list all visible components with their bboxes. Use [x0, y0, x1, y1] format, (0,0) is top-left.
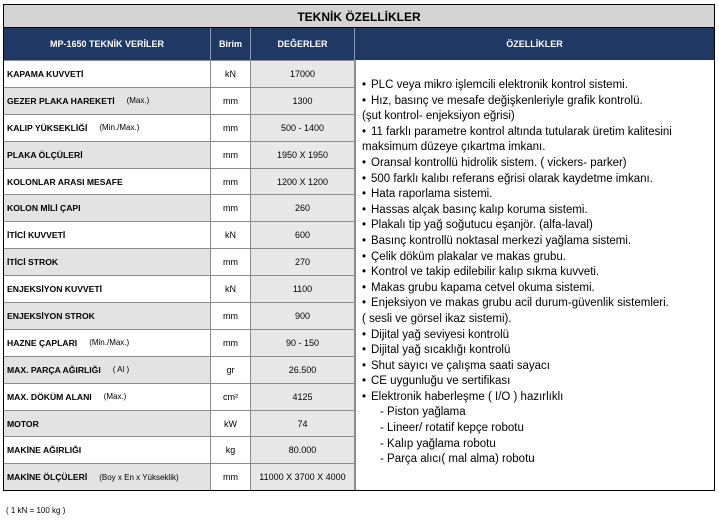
feature-item [362, 234, 710, 250]
spec-value: 1100 [251, 276, 355, 302]
spec-unit: mm [211, 88, 251, 114]
bullet-icon: • [362, 266, 367, 279]
spec-unit: kN [211, 61, 251, 87]
spec-unit: mm [211, 330, 251, 356]
feature-item [362, 296, 710, 312]
dash-icon: - [380, 422, 388, 435]
feature-item [362, 203, 710, 219]
spec-value: 11000 X 3700 X 4000 [251, 464, 355, 490]
unit-footnote: ( 1 kN = 100 kg ) [6, 506, 66, 515]
spec-value: 4125 [251, 384, 355, 410]
bullet-icon: • [362, 281, 367, 294]
spec-label-cell [4, 249, 211, 275]
table-row [4, 383, 355, 410]
table-row [4, 463, 355, 490]
bullet-icon: • [362, 390, 367, 403]
feature-item [362, 218, 710, 234]
spec-qualifier: (Min./Max.) [89, 338, 130, 348]
feature-item [362, 343, 710, 359]
spec-label-cell [4, 464, 211, 490]
spec-table [4, 28, 355, 490]
feature-text: Elektronik haberleşme ( I/O ) hazırlıklı [371, 390, 564, 403]
table-row [4, 221, 355, 248]
sheet-title: TEKNİK ÖZELLİKLER [3, 4, 715, 28]
bullet-icon: • [362, 297, 367, 310]
feature-item [362, 125, 710, 141]
spec-value: 17000 [251, 61, 355, 87]
feature-text: 11 farklı parametre kontrol altında tutularak üretim kalitesini [371, 125, 672, 138]
feature-item [362, 281, 710, 297]
spec-label: ENJEKSİYON STROK [7, 310, 95, 321]
spec-value: 26.500 [251, 357, 355, 383]
spec-label: GEZER PLAKA HAREKETİ [7, 95, 115, 106]
spec-unit: kN [211, 276, 251, 302]
bullet-icon: • [362, 125, 367, 138]
spec-label: KAPAMA KUVVETİ [7, 68, 84, 79]
table-row [4, 302, 355, 329]
spec-label-cell [4, 222, 211, 248]
table-row [4, 87, 355, 114]
spec-unit: mm [211, 195, 251, 221]
spec-label-cell [4, 169, 211, 195]
spec-qualifier: (Max.) [103, 392, 127, 402]
feature-text: Piston yağlama [387, 406, 466, 419]
spec-value: 1950 X 1950 [251, 142, 355, 168]
header-values: DEĞERLER [251, 28, 355, 60]
spec-qualifier: (Boy x En x Yükseklik) [99, 472, 179, 482]
bullet-icon: • [362, 375, 367, 388]
table-row [4, 436, 355, 463]
spec-value: 260 [251, 195, 355, 221]
feature-text: Shut sayıcı ve çalışma saati sayacı [371, 359, 550, 372]
header-technical-data: MP-1650 TEKNİK VERİLER [4, 28, 211, 60]
feature-text: ( sesli ve görsel ikaz sistemi). [362, 312, 512, 325]
feature-text: PLC veya mikro işlemcili elektronik kontrol sistemi. [371, 79, 628, 91]
spec-qualifier: ( Al ) [112, 365, 130, 375]
dash-icon: - [380, 406, 388, 419]
spec-label: KOLON MİLİ ÇAPI [7, 203, 81, 214]
spec-label: MOTOR [7, 418, 39, 429]
feature-text: Hız, basınç ve mesafe değişkenleriyle grafik kontrolü. [371, 94, 643, 107]
feature-continuation [362, 109, 710, 125]
feature-continuation [362, 140, 710, 156]
feature-subitem [362, 421, 710, 437]
feature-text: Lineer/ rotatif kepçe robotu [387, 422, 524, 435]
spec-unit: mm [211, 303, 251, 329]
spec-unit: kW [211, 411, 251, 437]
spec-value: 74 [251, 411, 355, 437]
feature-text: Enjeksiyon ve makas grubu acil durum-güvenlik sistemleri. [371, 297, 669, 310]
table-row [4, 410, 355, 437]
spec-unit: mm [211, 142, 251, 168]
spec-qualifier: (Max.) [126, 96, 150, 106]
table-row [4, 141, 355, 168]
table-row [4, 114, 355, 141]
feature-text: Çelik döküm plakalar ve makas grubu. [371, 250, 566, 263]
feature-item [362, 156, 710, 172]
spec-label-cell [4, 115, 211, 141]
spec-grid [3, 28, 715, 491]
bullet-icon: • [362, 250, 367, 263]
feature-continuation [362, 312, 710, 328]
header-unit: Birim [211, 28, 251, 60]
table-row [4, 168, 355, 195]
bullet-icon: • [362, 79, 367, 91]
bullet-icon: • [362, 344, 367, 357]
spec-label: HAZNE ÇAPLARI [7, 337, 78, 348]
feature-text: Dijital yağ sıcaklığı kontrolü [371, 344, 511, 357]
feature-item [362, 94, 710, 110]
bullet-icon: • [362, 234, 367, 247]
table-row [4, 329, 355, 356]
spec-label: MAX. DÖKÜM ALANI [7, 391, 92, 402]
feature-text: Plakalı tip yağ soğutucu eşanjör. (alfa-laval) [371, 219, 593, 232]
feature-text: Makas grubu kapama cetvel okuma sistemi. [371, 281, 595, 294]
feature-text: Oransal kontrollü hidrolik sistem. ( vickers- parker) [371, 156, 627, 169]
spec-value: 90 - 150 [251, 330, 355, 356]
spec-label: KALIP YÜKSEKLİĞİ [7, 122, 88, 133]
feature-text: (şut kontrol- enjeksiyon eğrisi) [362, 110, 515, 123]
bullet-icon: • [362, 359, 367, 372]
table-row [4, 194, 355, 221]
feature-item [362, 390, 710, 406]
table-row [4, 248, 355, 275]
bullet-icon: • [362, 156, 367, 169]
bullet-icon: • [362, 219, 367, 232]
dash-icon: - [380, 453, 388, 466]
spec-unit: gr [211, 357, 251, 383]
feature-text: Parça alıcı( mal alma) robotu [387, 453, 535, 466]
feature-text: Kontrol ve takip edilebilir kalıp sıkma kuvveti. [371, 266, 600, 279]
feature-item [362, 187, 710, 203]
spec-value: 500 - 1400 [251, 115, 355, 141]
spec-label-cell [4, 330, 211, 356]
dash-icon: - [380, 437, 388, 450]
spec-unit: mm [211, 464, 251, 490]
feature-item [362, 172, 710, 188]
feature-text: Basınç kontrollü noktasal merkezi yağlama sistemi. [371, 234, 632, 247]
features-panel [355, 28, 714, 490]
feature-text: Dijital yağ seviyesi kontrolü [371, 328, 510, 341]
bullet-icon: • [362, 172, 367, 185]
feature-text: CE uygunluğu ve sertifikası [371, 375, 511, 388]
spec-label-cell [4, 88, 211, 114]
spec-label-cell [4, 357, 211, 383]
feature-text: 500 farklı kalıbı referans eğrisi olarak kaydetme imkanı. [371, 172, 653, 185]
spec-rows [4, 60, 355, 490]
spec-unit: kN [211, 222, 251, 248]
table-row [4, 356, 355, 383]
header-features: ÖZELLİKLER [355, 28, 714, 60]
spec-label: ENJEKSİYON KUVVETİ [7, 284, 103, 295]
table-row [4, 60, 355, 87]
bullet-icon: • [362, 94, 367, 107]
feature-subitem [362, 437, 710, 453]
feature-subitem [362, 405, 710, 421]
feature-item [362, 265, 710, 281]
spec-label: MAX. PARÇA AĞIRLIĞI [7, 364, 101, 375]
spec-qualifier: (Min./Max.) [99, 123, 140, 133]
spec-value: 1200 X 1200 [251, 169, 355, 195]
spec-unit: mm [211, 249, 251, 275]
features-list [355, 60, 714, 490]
bullet-icon: • [362, 188, 367, 201]
spec-unit: kg [211, 437, 251, 463]
spec-unit: cm² [211, 384, 251, 410]
table-row [4, 275, 355, 302]
feature-text: Kalıp yağlama robotu [387, 437, 496, 450]
bullet-icon: • [362, 203, 367, 216]
spec-label-cell [4, 303, 211, 329]
spec-label-cell [4, 276, 211, 302]
spec-label-cell [4, 411, 211, 437]
feature-item [362, 359, 710, 375]
spec-value: 600 [251, 222, 355, 248]
spec-label: MAKİNE ÖLÇÜLERİ [7, 472, 88, 483]
spec-label: PLAKA ÖLÇÜLERİ [7, 149, 83, 160]
spec-value: 1300 [251, 88, 355, 114]
bullet-icon: • [362, 328, 367, 341]
spec-table-header [4, 28, 355, 60]
spec-label: İTİCİ STROK [7, 257, 59, 268]
spec-value: 270 [251, 249, 355, 275]
feature-item [362, 374, 710, 390]
spec-label-cell [4, 437, 211, 463]
feature-subitem [362, 452, 710, 468]
feature-item [362, 328, 710, 344]
spec-label-cell [4, 61, 211, 87]
spec-label: MAKİNE AĞIRLIĞI [7, 445, 82, 456]
spec-label: İTİCİ KUVVETİ [7, 230, 66, 241]
spec-label-cell [4, 142, 211, 168]
feature-text: Hassas alçak basınç kalıp koruma sistemi. [371, 203, 588, 216]
feature-item [362, 250, 710, 266]
spec-label-cell [4, 384, 211, 410]
feature-text: maksimum düzeye çıkartma imkanı. [362, 141, 546, 154]
spec-label: KOLONLAR ARASI MESAFE [7, 176, 123, 187]
spec-label-cell [4, 195, 211, 221]
spec-unit: mm [211, 169, 251, 195]
spec-value: 80.000 [251, 437, 355, 463]
spec-unit: mm [211, 115, 251, 141]
spec-sheet [3, 4, 715, 491]
feature-text: Hata raporlama sistemi. [371, 188, 493, 201]
spec-value: 900 [251, 303, 355, 329]
feature-item [362, 78, 710, 94]
